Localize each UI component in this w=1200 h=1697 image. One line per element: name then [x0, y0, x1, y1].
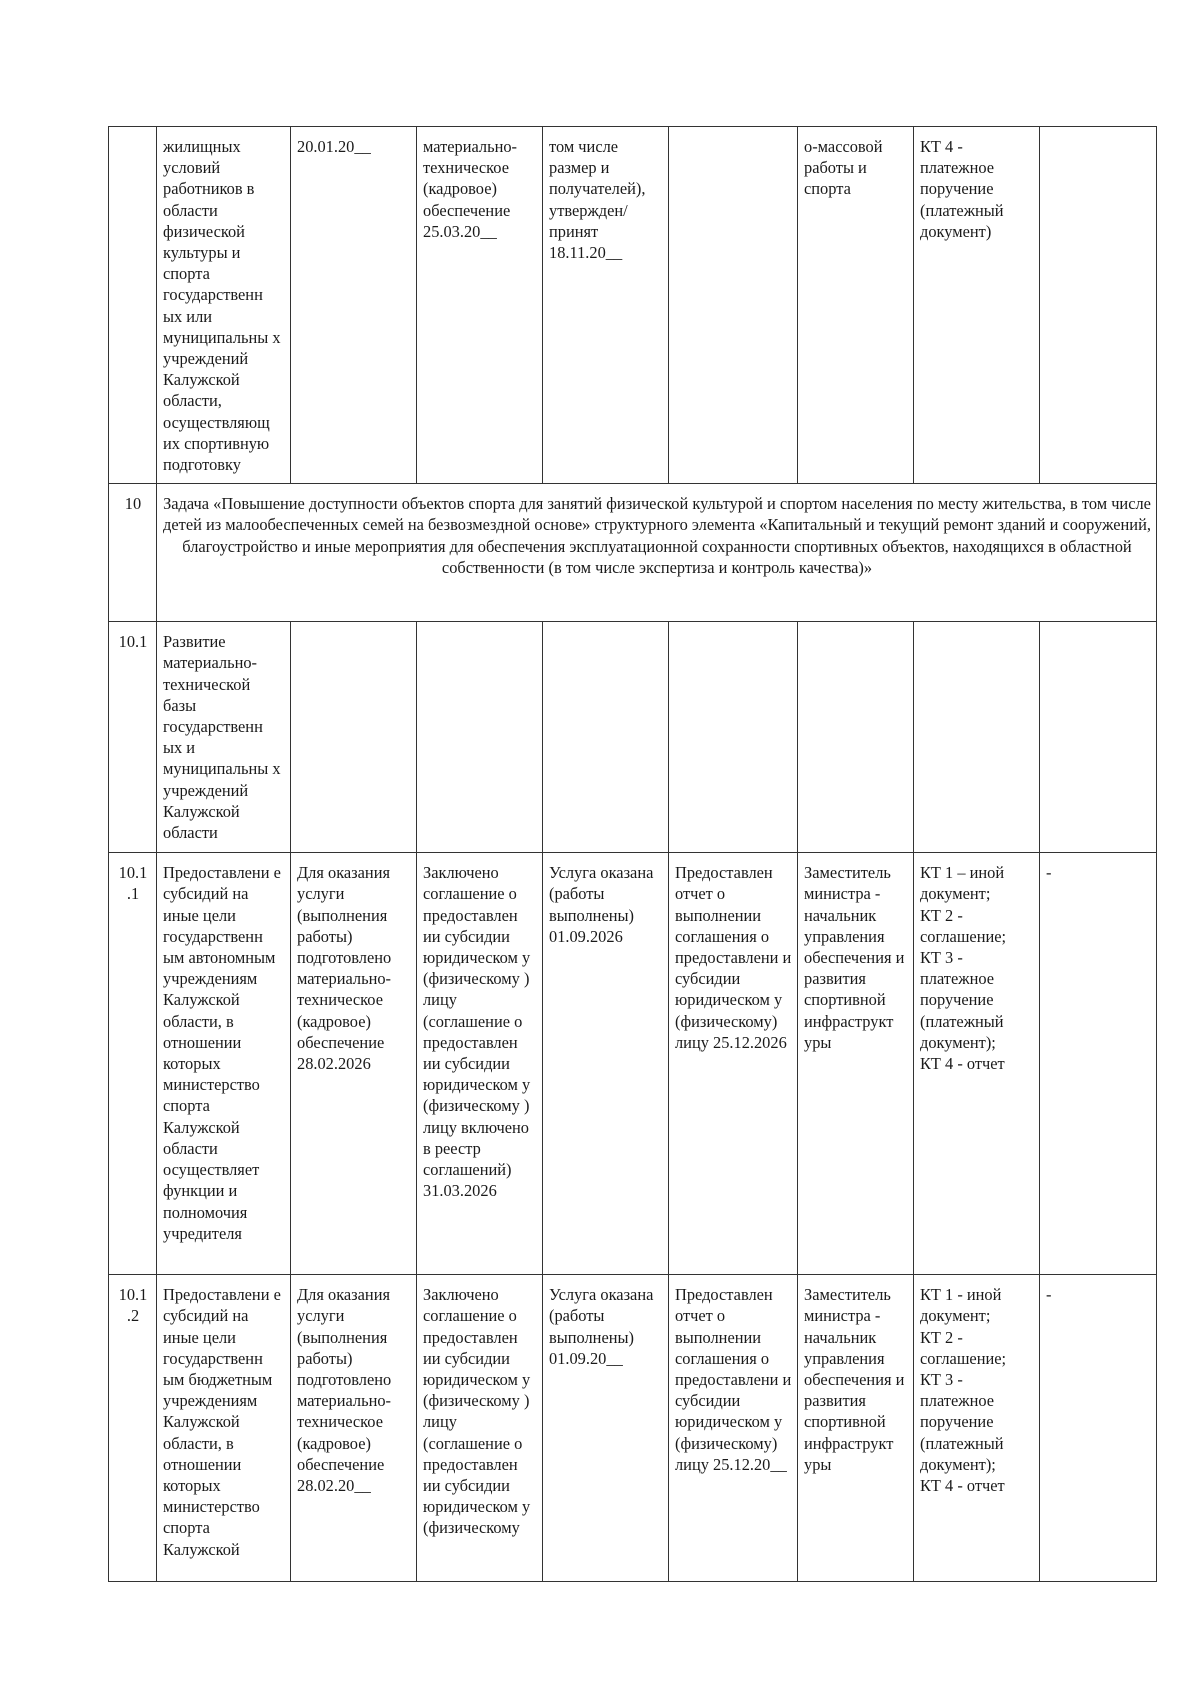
- cell-checkpoint-1: 20.01.20__: [291, 127, 417, 484]
- cell-checkpoint-3: [543, 622, 669, 853]
- cell-info-system: -: [1040, 1275, 1157, 1582]
- row-number: 10.1: [109, 622, 157, 853]
- task-cell: [157, 484, 1157, 622]
- cell-checkpoint-2: материально-техническое (кадровое) обеспечение 25.03.20__: [417, 127, 543, 484]
- cell-responsible: Заместитель министра - начальник управления обеспечения и развития спортивной инфраструкт уры: [798, 1275, 914, 1582]
- plan-table: [108, 126, 1157, 1582]
- cell-checkpoint-1: Для оказания услуги (выполнения работы) подготовлено материально-техническое (кадровое) обеспечение 28.02.20__: [291, 1275, 417, 1582]
- cell-document-type: КТ 1 – иной документ; КТ 2 - соглашение; КТ 3 - платежное поручение (платежный документ); КТ 4 - отчет: [914, 853, 1040, 1275]
- table-row: [109, 622, 1157, 853]
- row-number: 10: [109, 484, 157, 622]
- cell-responsible: о-массовой работы и спорта: [798, 127, 914, 484]
- cell-responsible: [798, 622, 914, 853]
- cell-document-type: КТ 1 - иной документ; КТ 2 - соглашение; КТ 3 - платежное поручение (платежный документ); КТ 4 - отчет: [914, 1275, 1040, 1582]
- row-number: [109, 127, 157, 484]
- table-row: [109, 853, 1157, 1275]
- cell-checkpoint-4: Предоставлен отчет о выполнении соглашения о предоставлени и субсидии юридическом у (физическому) лицу 25.12.20__: [669, 1275, 798, 1582]
- cell-event-name: Предоставлени е субсидий на иные цели государственн ым бюджетным учреждениям Калужской области, в отношении которых министерство спорта Калужской: [157, 1275, 291, 1582]
- cell-document-type: КТ 4 - платежное поручение (платежный документ): [914, 127, 1040, 484]
- cell-checkpoint-1: [291, 622, 417, 853]
- cell-event-name: Развитие материально-технической базы государственн ых и муниципальны х учреждений Калужской области: [157, 622, 291, 853]
- cell-checkpoint-2: Заключено соглашение о предоставлен ии субсидии юридическом у (физическому ) лицу (соглашение о предоставлен ии субсидии юридическом у (физическому ) лицу включено в реестр соглашений) 31.03.2026: [417, 853, 543, 1275]
- row-number: 10.1 .2: [109, 1275, 157, 1582]
- cell-checkpoint-4: [669, 622, 798, 853]
- cell-checkpoint-2: [417, 622, 543, 853]
- cell-event-name: жилищных условий работников в области физической культуры и спорта государственн ых или муниципальны х учреждений Калужской области, осуществляющ их спортивную подготовку: [157, 127, 291, 484]
- cell-checkpoint-3: Услуга оказана (работы выполнены) 01.09.2026: [543, 853, 669, 1275]
- row-number: 10.1 .1: [109, 853, 157, 1275]
- cell-info-system: [1040, 127, 1157, 484]
- table-row: [109, 1275, 1157, 1582]
- cell-checkpoint-4: [669, 127, 798, 484]
- cell-responsible: Заместитель министра - начальник управления обеспечения и развития спортивной инфраструкт уры: [798, 853, 914, 1275]
- cell-checkpoint-3: Услуга оказана (работы выполнены) 01.09.20__: [543, 1275, 669, 1582]
- cell-info-system: [1040, 622, 1157, 853]
- cell-checkpoint-1: Для оказания услуги (выполнения работы) подготовлено материально-техническое (кадровое) обеспечение 28.02.2026: [291, 853, 417, 1275]
- task-row: [109, 484, 1157, 622]
- cell-info-system: -: [1040, 853, 1157, 1275]
- cell-checkpoint-2: Заключено соглашение о предоставлен ии субсидии юридическом у (физическому ) лицу (соглашение о предоставлен ии субсидии юридическом у (физическому: [417, 1275, 543, 1582]
- task-text: Задача «Повышение доступности объектов спорта для занятий физической культурой и спортом населения по месту жительства, в том числе детей из малообеспеченных семей на безвозмездной основе» структурного элемента «Капитальный и текущий ремонт зданий и сооружений, благоустройство и иные мероприятия для обеспечения эксплуатационной сохранности спортивных объектов, находящихся в областной собственности (в том числе экспертиза и контроль качества)»: [163, 494, 1151, 577]
- cell-event-name: Предоставлени е субсидий на иные цели государственн ым автономным учреждениям Калужской области, в отношении которых министерство спорта Калужской области осуществляет функции и полномочия учредителя: [157, 853, 291, 1275]
- cell-document-type: [914, 622, 1040, 853]
- cell-checkpoint-3: том числе размер и получателей), утвержден/принят 18.11.20__: [543, 127, 669, 484]
- cell-checkpoint-4: Предоставлен отчет о выполнении соглашения о предоставлени и субсидии юридическом у (физическому) лицу 25.12.2026: [669, 853, 798, 1275]
- table-row: [109, 127, 1157, 484]
